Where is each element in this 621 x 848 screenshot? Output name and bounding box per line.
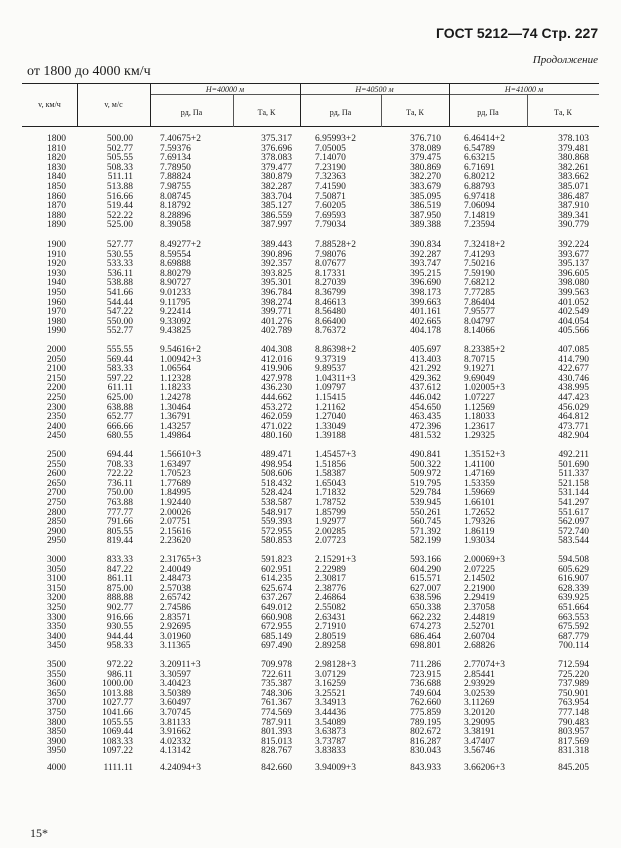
cell-pressure-h41000: 8.23385+2 8.70715 9.19271 9.69049 1.02005+3 1.07227 1.12569 1.18033 1.23617 1.29325: [464, 345, 505, 442]
cell-speed-ms: 527.77 530.55 533.33 536.11 538.88 541.66 544.44 547.22 550.00 552.77: [106, 240, 133, 337]
cell-temperature-h40000: 591.823 602.951 614.235 625.674 637.267 649.012 660.908 672.955 685.149 697.490: [261, 555, 292, 652]
cell-temperature-h41000: 392.224 393.677 395.137 396.605 398.080 399.563 401.052 402.549 404.054 405.566: [558, 240, 589, 337]
header-altitude-2: H=40500 м: [355, 85, 394, 94]
header-temperature-1: Tа, К: [257, 108, 276, 117]
cell-temperature-h41000: 712.594 725.220 737.989 750.901 763.954 777.148 790.483 803.957 817.569 831.318: [558, 660, 589, 757]
cell-temperature-h40000: 842.660: [261, 763, 292, 773]
header-altitude-3: H=41000 м: [504, 85, 544, 94]
cell-temperature-h41000: 845.205: [558, 763, 589, 773]
header-pressure-3: pд, Па: [477, 108, 499, 117]
cell-pressure-h40500: 1.45457+3 1.51856 1.58387 1.65043 1.71832 1.78752 1.85799 1.92977 2.00285 2.07723: [315, 450, 356, 547]
cell-pressure-h40000: 7.40675+2 7.59376 7.69134 7.78950 7.88824 7.98755 8.08745 8.18792 8.28896 8.39058: [160, 134, 201, 231]
cell-temperature-h40000: 375.317 376.696 378.083 379.477 380.879 382.287 383.704 385.127 386.559 387.997: [261, 134, 292, 231]
table-header-rule: [22, 126, 599, 127]
cell-pressure-h41000: 3.66206+3: [464, 763, 505, 773]
cell-pressure-h40000: 9.54616+2 1.00942+3 1.06564 1.12328 1.18233 1.24278 1.30464 1.36791 1.43257 1.49864: [160, 345, 201, 442]
cell-temperature-h40500: 843.933: [410, 763, 441, 773]
cell-speed-ms: 500.00 502.77 505.55 508.33 511.11 513.88 516.66 519.44 522.22 525.00: [106, 134, 133, 231]
cell-temperature-h40500: 390.834 392.287 393.747 395.215 396.690 398.173 399.663 401.161 402.665 404.178: [410, 240, 441, 337]
continuation-label: Продолжение: [532, 54, 598, 66]
cell-speed-kmh: 1800 1810 1820 1830 1840 1850 1860 1870 1880 1890: [47, 134, 66, 231]
cell-temperature-h40000: 389.443 390.896 392.357 393.825 395.301 396.784 398.274 399.771 401.276 402.789: [261, 240, 292, 337]
cell-speed-kmh: 2500 2550 2600 2650 2700 2750 2800 2850 2900 2950: [47, 450, 66, 547]
cell-pressure-h40000: 3.20911+3 3.30597 3.40423 3.50389 3.60497 3.70745 3.81133 3.91662 4.02332 4.13142: [160, 660, 201, 757]
cell-pressure-h40500: 2.15291+3 2.22989 2.30817 2.38776 2.46864 2.55082 2.63431 2.71910 2.80519 2.89258: [315, 555, 356, 652]
header-speed-ms: v, м/с: [104, 100, 123, 109]
table-top-rule: [22, 83, 599, 84]
cell-pressure-h41000: 6.46414+2 6.54789 6.63215 6.71691 6.80212 6.88793 6.97418 7.06094 7.14819 7.23594: [464, 134, 505, 231]
cell-speed-ms: 972.22 986.11 1000.00 1013.88 1027.77 1041.66 1055.55 1069.44 1083.33 1097.22: [102, 660, 133, 757]
header-temperature-3: Tа, К: [554, 108, 572, 117]
cell-pressure-h40500: 7.88528+2 7.98076 8.07677 8.17331 8.27039 8.36799 8.46613 8.56480 8.66400 8.76372: [315, 240, 356, 337]
cell-pressure-h41000: 2.00069+3 2.07225 2.14502 2.21900 2.29419 2.37058 2.44819 2.52701 2.60704 2.68826: [464, 555, 505, 652]
header-altitude-1: H=40000 м: [205, 85, 245, 94]
footer-page-mark: 15*: [30, 826, 48, 840]
cell-speed-kmh: 2000 2050 2100 2150 2200 2250 2300 2350 2400 2450: [47, 345, 66, 442]
cell-pressure-h40000: 1.56610+3 1.63497 1.70523 1.77689 1.84995 1.92440 2.00026 2.07751 2.15616 2.23620: [160, 450, 201, 547]
header-temperature-2: Tа, К: [406, 108, 424, 117]
cell-temperature-h40000: 489.471 498.954 508.606 518.432 528.424 538.587 548.917 559.393 572.955 580.853: [261, 450, 292, 547]
cell-speed-ms: 1111.11: [103, 763, 133, 773]
header-pressure-1: pд, Па: [180, 108, 203, 117]
cell-temperature-h40000: 404.308 412.016 419.906 427.978 436.230 444.662 453.272 462.059 471.022 480.160: [261, 345, 292, 442]
header-speed-kmh: v, км/ч: [38, 100, 61, 109]
cell-speed-kmh: 3000 3050 3100 3150 3200 3250 3300 3350 3400 3450: [47, 555, 66, 652]
cell-temperature-h40500: 376.710 378.089 379.475 380.869 382.270 383.679 385.095 386.519 387.950 389.388: [410, 134, 441, 231]
cell-temperature-h40500: 711.286 723.915 736.688 749.604 762.660 775.859 789.195 802.672 816.287 830.043: [410, 660, 441, 757]
cell-temperature-h41000: 378.103 379.481 380.868 382.261 383.662 385.071 386.487 387.910 389.341 390.779: [558, 134, 589, 231]
cell-temperature-h41000: 407.085 414.790 422.677 430.746 438.995 447.423 456.029 464.812 473.771 482.904: [558, 345, 589, 442]
cell-pressure-h41000: 1.35152+3 1.41100 1.47169 1.53359 1.59669 1.66101 1.72652 1.79326 1.86119 1.93034: [464, 450, 505, 547]
group-underline: [150, 94, 599, 95]
cell-temperature-h40500: 593.166 604.290 615.571 627.007 638.596 650.338 662.232 674.273 686.464 698.801: [410, 555, 441, 652]
cell-speed-kmh: 1900 1910 1920 1930 1940 1950 1960 1970 1980 1990: [47, 240, 66, 337]
cell-temperature-h40000: 709.978 722.611 735.387 748.306 761.367 774.569 787.911 801.393 815.013 828.767: [261, 660, 292, 757]
cell-pressure-h40000: 4.24094+3: [160, 763, 201, 773]
speed-range-title: от 1800 до 4000 км/ч: [27, 64, 151, 79]
cell-speed-ms: 555.55 569.44 583.33 597.22 611.11 625.00 638.88 652.77 666.66 680.55: [106, 345, 133, 442]
cell-pressure-h40500: 2.98128+3 3.07129 3.16259 3.25521 3.34913 3.44436 3.54089 3.63873 3.73787 3.83833: [315, 660, 356, 757]
cell-temperature-h40500: 405.697 413.403 421.292 429.362 437.612 446.042 454.650 463.435 472.396 481.532: [410, 345, 441, 442]
cell-speed-ms: 694.44 708.33 722.22 736.11 750.00 763.88 777.77 791.66 805.55 819.44: [106, 450, 133, 547]
cell-speed-kmh: 4000: [47, 763, 66, 773]
header-pressure-2: pд, Па: [329, 108, 352, 117]
cell-pressure-h41000: 7.32418+2 7.41293 7.50216 7.59190 7.68212 7.77285 7.86404 7.95577 8.04797 8.14066: [464, 240, 505, 337]
cell-pressure-h40500: 3.94009+3: [315, 763, 356, 773]
cell-pressure-h40500: 6.95993+2 7.05005 7.14070 7.23190 7.32363 7.41590 7.50871 7.60205 7.69593 7.79034: [315, 134, 356, 231]
cell-temperature-h41000: 594.508 605.629 616.907 628.339 639.925 651.664 663.553 675.592 687.779 700.114: [558, 555, 589, 652]
cell-temperature-h41000: 492.211 501.690 511.337 521.158 531.144 541.297 551.617 562.097 572.740 583.544: [558, 450, 589, 547]
cell-speed-ms: 833.33 847.22 861.11 875.00 888.88 902.77 916.66 930.55 944.44 958.33: [106, 555, 133, 652]
cell-temperature-h40500: 490.841 500.322 509.972 519.795 529.784 539.945 550.261 560.745 571.392 582.199: [410, 450, 441, 547]
cell-pressure-h41000: 2.77074+3 2.85441 2.93929 3.02539 3.11269 3.20120 3.29095 3.38191 3.47407 3.56746: [464, 660, 505, 757]
cell-pressure-h40000: 8.49277+2 8.59554 8.69888 8.80279 8.90727 9.01233 9.11795 9.22414 9.33092 9.43825: [160, 240, 201, 337]
cell-speed-kmh: 3500 3550 3600 3650 3700 3750 3800 3850 3900 3950: [47, 660, 66, 757]
cell-pressure-h40000: 2.31765+3 2.40049 2.48473 2.57038 2.65742 2.74586 2.83571 2.92695 3.01960 3.11365: [160, 555, 201, 652]
cell-pressure-h40500: 8.86398+2 9.37319 9.89537 1.04311+3 1.09797 1.15415 1.21162 1.27040 1.33049 1.39188: [315, 345, 356, 442]
page-header-title: ГОСТ 5212—74 Стр. 227: [436, 25, 599, 41]
